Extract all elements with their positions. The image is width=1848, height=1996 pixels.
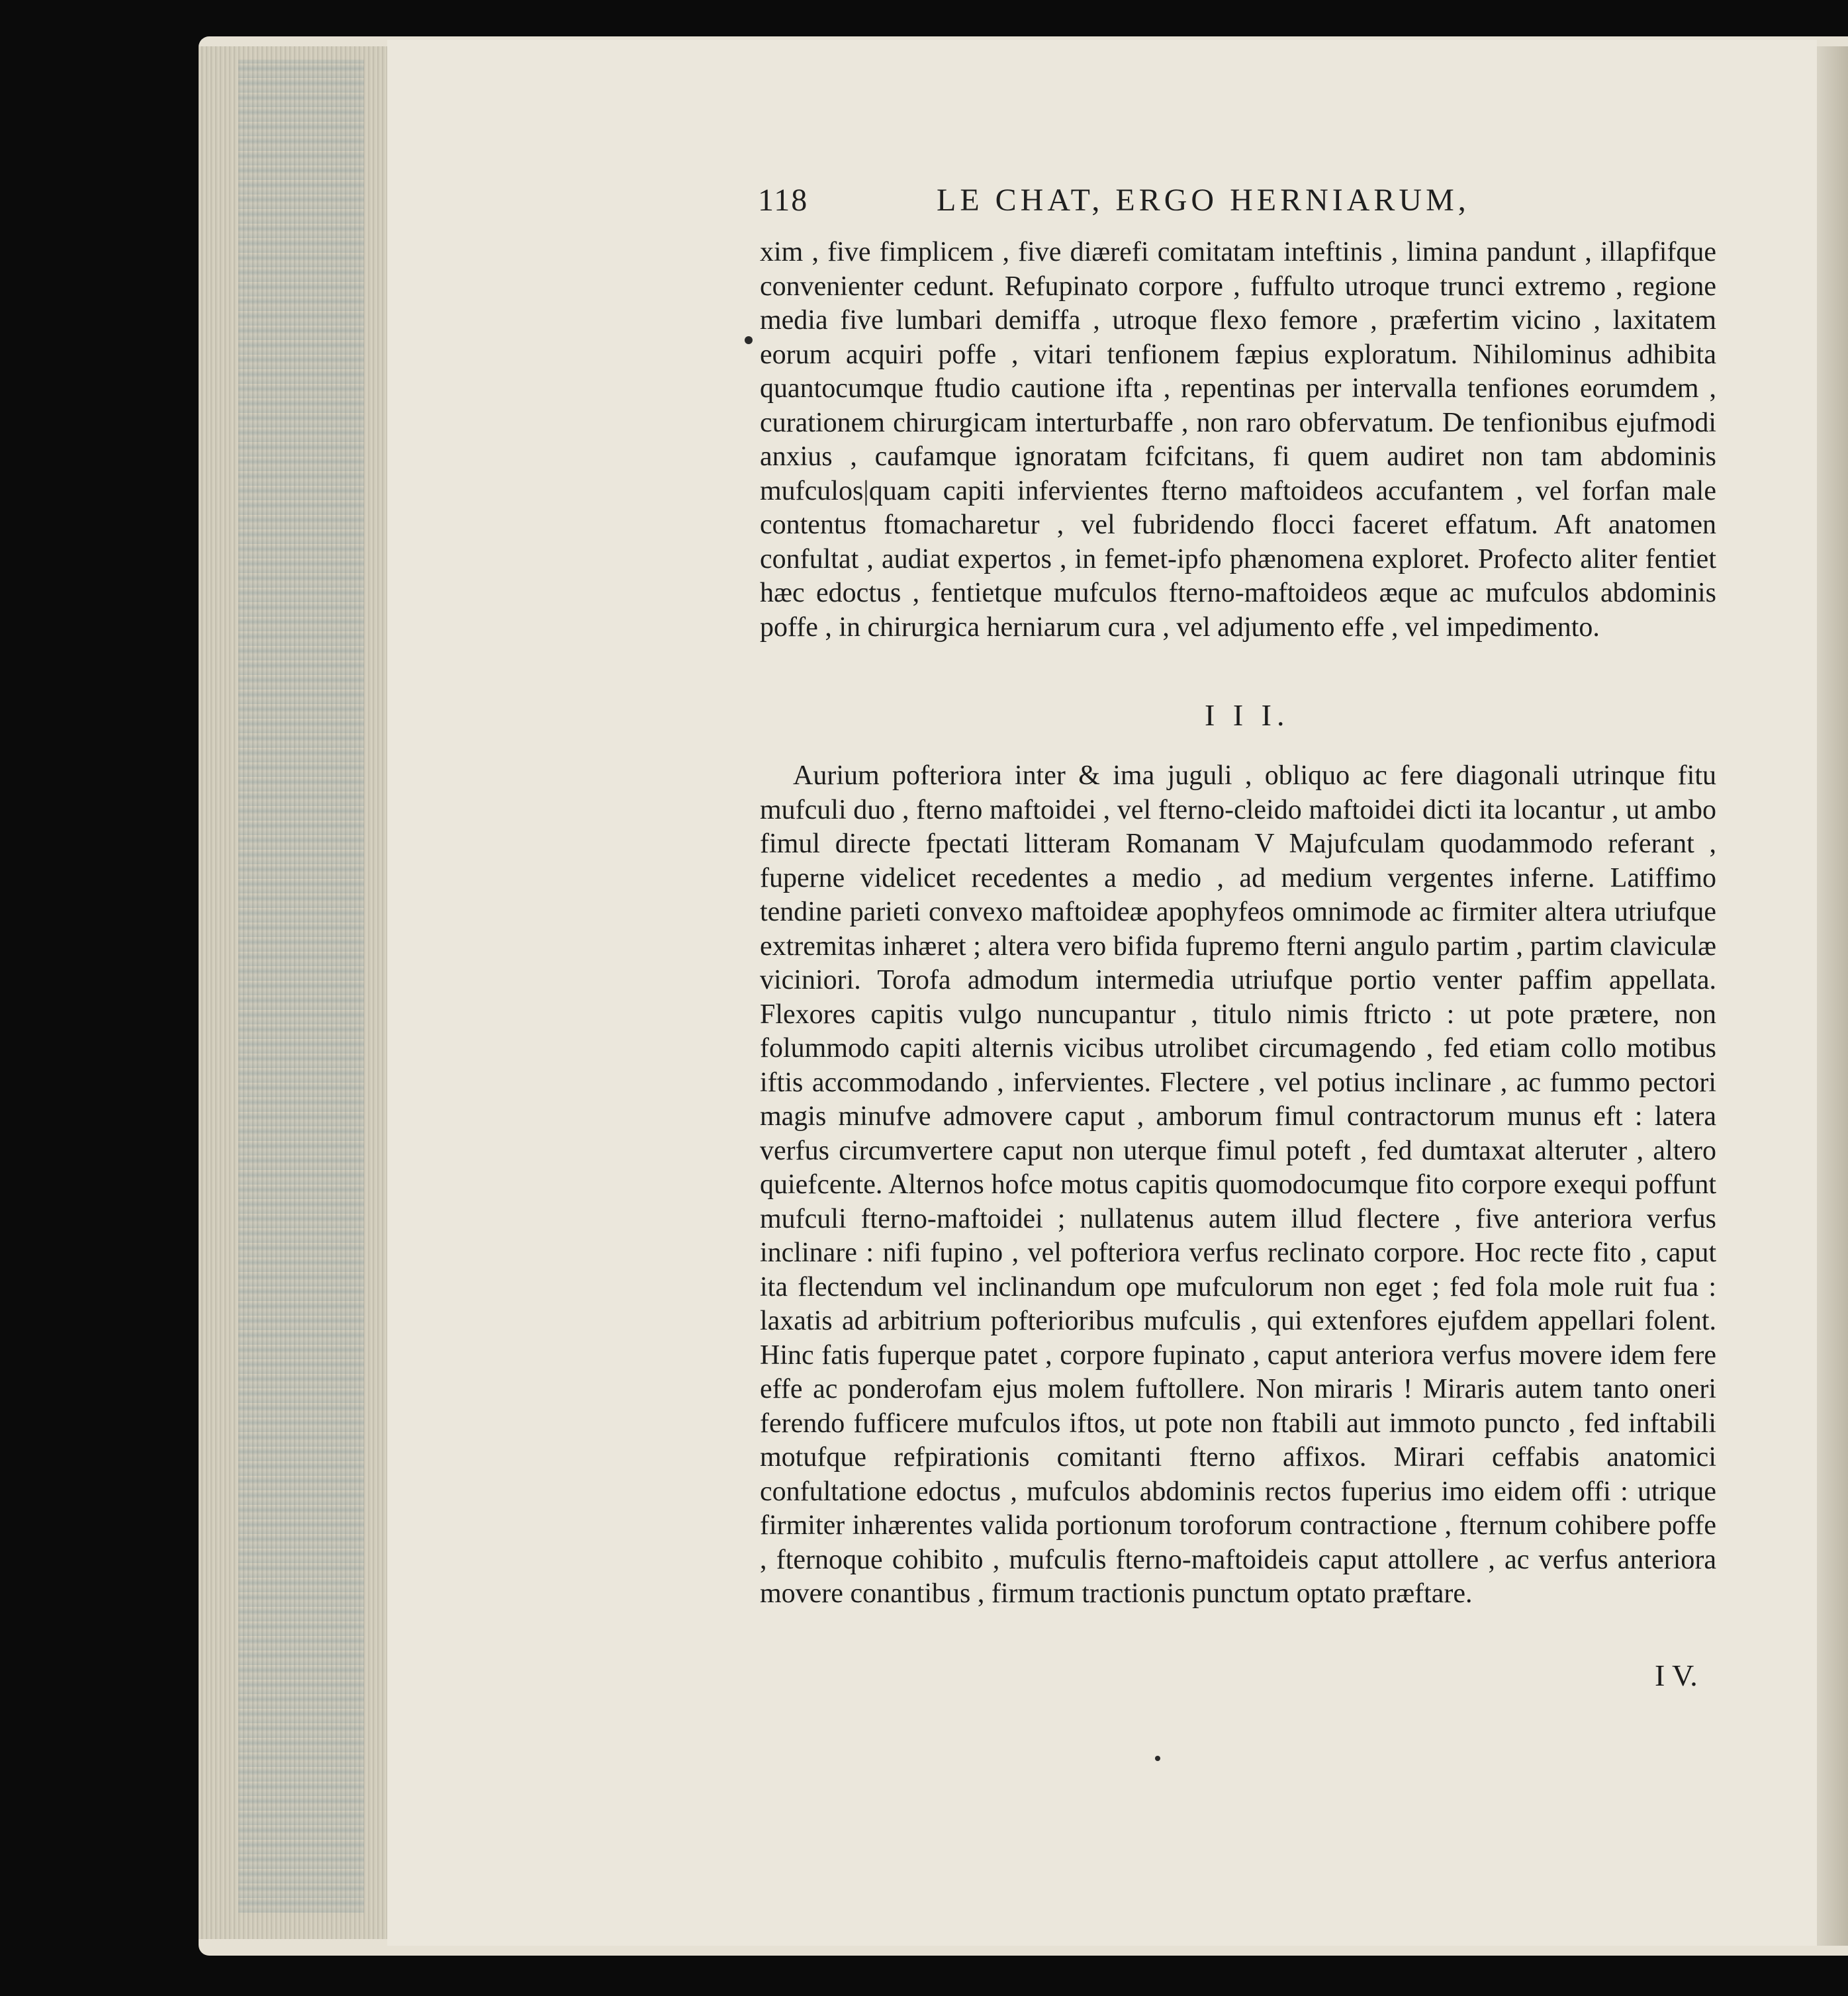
catchword: I V.: [1655, 1658, 1698, 1692]
fore-edge-speckle: [238, 60, 364, 1913]
facing-page-edge: [1817, 46, 1848, 1946]
body-text-section: [760, 731, 1716, 1639]
page-header: [758, 182, 1711, 222]
paragraph: Aurium pofteriora inter & ima juguli , obliquo ac fere diagonali utrinque fitu mufculi duo , fterno maftoidei , vel fterno-cleido maftoidei dicti ita locantur , ut ambo fimul directe fpectati litteram Romanam V Majufculam quodammodo referant , fuperne videlicet recedentes a medio , ad medium vergentes inferne. Latiffimo tendine parieti convexo maftoideæ apophyfeos omnimode ac firmiter altera utriufque extremitas inhæret ; altera vero bifida fupremo fterni angulo partim , partim claviculæ viciniori. Torofa admodum intermedia utriufque portio venter paffim appellata. Flexores capitis vulgo nuncupantur , titulo nimis ftricto : ut pote prætere, non folummodo capiti alternis vicibus utrolibet circumagendo , fed etiam collo motibus iftis accommodando , infervientes. Flectere , vel potius inclinare , ac fummo pectori magis minufve admovere caput , amborum fimul contractorum munus eft : latera verfus circumvertere caput non uterque fimul poteft , fed dumtaxat alteruter , altero quiefcente. Alternos hofce motus capitis quomodocumque fito corpore exequi poffunt mufculi fterno-maftoidei ; nullatenus autem illud flectere , five anteriora verfus inclinare : nifi fupino , vel pofteriora verfus reclinato corpore. Hoc recte fito , caput ita flectendum vel inclinandum ope mufculorum non eget ; fed fola mole ruit fua : laxatis ad arbitrium pofterioribus mufculis , qui extenfores ejufdem appellari folent. Hinc fatis fuperque patet , corpore fupinato , caput anteriora verfus movere idem fere effe ac ponderofam ejus molem fuftollere. Non miraris ! Miraris autem tanto oneri ferendo fufficere mufculos iftos, ut pote non ftabili aut immoto puncto , fed inftabili motufque refpirationis comitanti fterno affixos. Mirari ceffabis anatomici confultatione edoctus , mufculos abdominis rectos fuperius imo eidem offi : utrique firmiter inhærentes valida portionum toroforum contractione , fternum cohibere poffe , fternoque cohibito , mufculis fterno-maftoideis caput attollere , ac verfus anteriora movere conantibus , firmum tractionis punctum optato præftare.: [760, 760, 1716, 1609]
ink-spot: [745, 336, 753, 344]
ink-spot: [1155, 1756, 1160, 1761]
section-heading: I I I.: [1205, 698, 1290, 732]
body-text-top: [760, 236, 1716, 645]
paragraph: xim , five fimplicem , five diærefi comitatam inteftinis , limina pandunt , illapfifque convenienter cedunt. Refupinato corpore , fuffulto utroque trunci extremo , regione media five lumbari demiffa , utroque flexo femore , præfertim vicino , laxitatem eorum acquiri poffe , vitari tenfionem fæpius exploratum. Nihilominus adhibita quantocumque ftudio cautione ifta , repentinas per intervalla tenfiones eorumdem , curationem chirurgicam interturbaffe , non raro obfervatum. De tenfionibus ejufmodi anxius , caufamque ignoratam fcifcitans, fi quem audiret non tam abdominis mufculos|quam capiti infervientes fterno maftoideos accufantem , vel forfan male contentus ftomacharetur , vel fubridendo flocci faceret effatum. Aft anatomen confultat , audiat expertos , in femet-ipfo phænomena exploret. Profecto aliter fentiet hæc edoctus , fentietque mufculos fterno-maftoideos æque ac mufculos abdominis poffe , in chirurgica herniarum cura , vel adjumento effe , vel impedimento.: [760, 237, 1716, 643]
running-title: LE CHAT, ERGO HERNIARUM,: [937, 183, 1470, 218]
page-number: 118: [758, 183, 809, 218]
